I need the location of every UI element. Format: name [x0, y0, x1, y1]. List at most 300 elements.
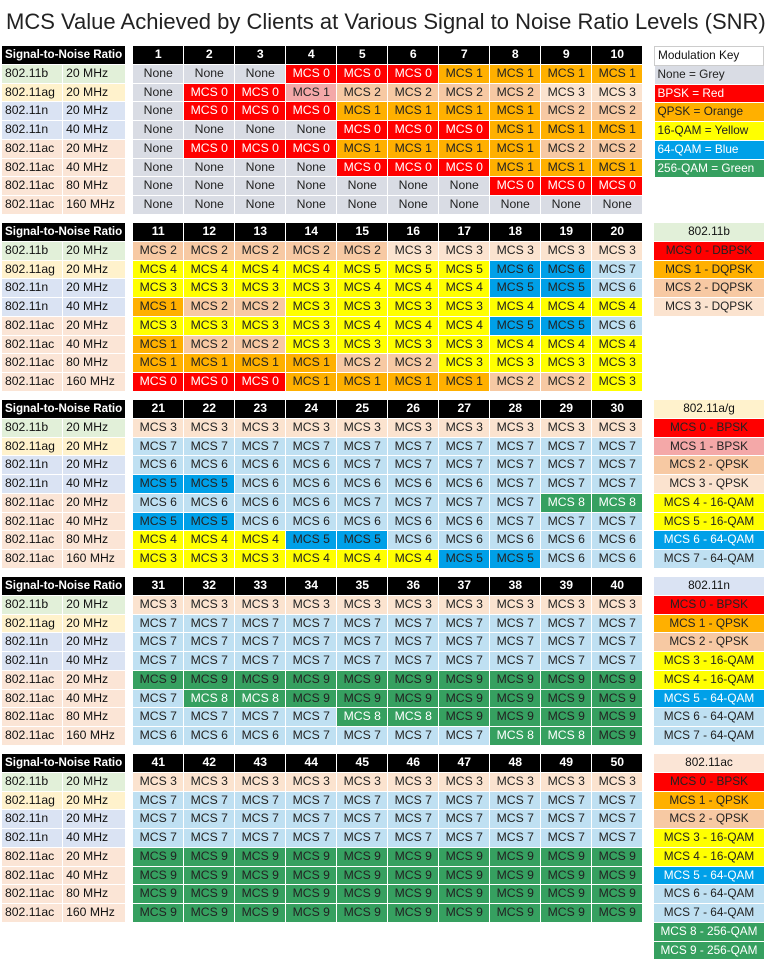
standard-label: 802.11ag: [2, 83, 63, 102]
mcs-cell: MCS 7: [286, 437, 337, 456]
mcs-cell: MCS 9: [541, 866, 592, 885]
table-row: [2, 829, 643, 848]
legend-entry: MCS 0 - BPSK: [654, 772, 764, 791]
snr-header-label: Signal-to-Noise Ratio: [2, 754, 126, 772]
mcs-cell: MCS 9: [541, 904, 592, 923]
mcs-cell: MCS 2: [337, 83, 388, 102]
standard-label: 802.11ag: [2, 260, 63, 279]
mcs-cell: MCS 2: [439, 83, 490, 102]
table-row: [2, 241, 643, 260]
mcs-cell: MCS 1: [388, 102, 439, 121]
mcs-cell: MCS 2: [184, 335, 235, 354]
mcs-cell: None: [133, 158, 184, 177]
legend-title: 802.11n: [654, 577, 764, 595]
standard-label: 802.11b: [2, 64, 63, 83]
mcs-cell: MCS 6: [286, 475, 337, 494]
mcs-cell: None: [133, 196, 184, 215]
table-row: [2, 652, 643, 671]
mcs-cell: MCS 6: [337, 512, 388, 531]
mcs-cell: MCS 7: [286, 614, 337, 633]
mcs-cell: MCS 1: [592, 158, 643, 177]
mcs-cell: MCS 3: [184, 316, 235, 335]
mcs-cell: None: [133, 121, 184, 140]
legend-title: Modulation Key: [655, 47, 764, 66]
column-gap: [126, 121, 133, 140]
mcs-cell: MCS 4: [184, 531, 235, 550]
table-row: [2, 512, 643, 531]
mcs-cell: MCS 0: [184, 102, 235, 121]
mcs-cell: MCS 0: [184, 373, 235, 392]
standard-label: 802.11n: [2, 121, 63, 140]
mcs-cell: MCS 7: [592, 791, 643, 810]
mcs-cell: MCS 3: [235, 418, 286, 437]
mcs-cell: MCS 9: [541, 670, 592, 689]
mcs-cell: MCS 2: [133, 241, 184, 260]
mcs-cell: MCS 2: [184, 241, 235, 260]
mcs-cell: MCS 7: [388, 633, 439, 652]
mcs-cell: MCS 8: [184, 689, 235, 708]
mcs-cell: MCS 7: [184, 791, 235, 810]
mcs-cell: MCS 2: [592, 139, 643, 158]
mcs-cell: MCS 7: [592, 652, 643, 671]
standard-label: 802.11ac: [2, 316, 63, 335]
mcs-cell: MCS 1: [541, 158, 592, 177]
snr-level: 3: [235, 46, 286, 64]
snr-level: 9: [541, 46, 592, 64]
mcs-cell: MCS 0: [133, 373, 184, 392]
mcs-cell: MCS 6: [235, 475, 286, 494]
mcs-cell: MCS 7: [235, 614, 286, 633]
mcs-cell: MCS 6: [235, 456, 286, 475]
bandwidth-label: 40 MHz: [63, 512, 126, 531]
standard-label: 802.11ac: [2, 727, 63, 746]
snr-level: 18: [490, 223, 541, 241]
column-gap: [126, 400, 133, 418]
mcs-cell: MCS 3: [439, 241, 490, 260]
mcs-cell: None: [439, 177, 490, 196]
mcs-cell: MCS 9: [439, 689, 490, 708]
table-row: [2, 670, 643, 689]
mcs-cell: MCS 4: [184, 260, 235, 279]
mcs-cell: MCS 4: [286, 260, 337, 279]
legend-entry: MCS 5 - 64-QAM: [654, 689, 764, 708]
column-gap: [126, 102, 133, 121]
legend-entry: MCS 4 - 16-QAM: [654, 847, 764, 866]
bandwidth-label: 20 MHz: [63, 633, 126, 652]
snr-level: 48: [490, 754, 541, 772]
mcs-cell: MCS 9: [592, 885, 643, 904]
table-row: [2, 260, 643, 279]
mcs-cell: MCS 0: [235, 373, 286, 392]
mcs-cell: MCS 1: [388, 139, 439, 158]
legend-entry: MCS 1 - QPSK: [654, 614, 764, 633]
mcs-cell: MCS 7: [286, 633, 337, 652]
snr-level: 46: [388, 754, 439, 772]
mcs-cell: MCS 6: [235, 727, 286, 746]
snr-table-3: [2, 400, 643, 569]
mcs-cell: MCS 3: [388, 298, 439, 317]
mcs-cell: MCS 7: [235, 652, 286, 671]
legend-entry: MCS 5 - 16-QAM: [654, 512, 764, 531]
mcs-cell: MCS 9: [286, 689, 337, 708]
mcs-cell: MCS 2: [388, 83, 439, 102]
snr-level: 37: [439, 577, 490, 595]
mcs-cell: MCS 7: [235, 437, 286, 456]
snr-level: 12: [184, 223, 235, 241]
column-gap: [126, 829, 133, 848]
snr-level: 30: [592, 400, 643, 418]
column-gap: [126, 904, 133, 923]
snr-level: 44: [286, 754, 337, 772]
standard-label: 802.11ac: [2, 158, 63, 177]
table-row: [2, 550, 643, 569]
mcs-cell: MCS 3: [235, 595, 286, 614]
snr-level: 13: [235, 223, 286, 241]
snr-header-label: Signal-to-Noise Ratio: [2, 223, 126, 241]
mcs-cell: MCS 3: [439, 772, 490, 791]
mcs-cell: MCS 0: [235, 139, 286, 158]
mcs-cell: MCS 7: [439, 829, 490, 848]
legend-entry: MCS 6 - 64-QAM: [654, 531, 764, 550]
mcs-cell: MCS 9: [388, 866, 439, 885]
mcs-cell: MCS 1: [439, 139, 490, 158]
snr-level: 36: [388, 577, 439, 595]
legend-entry: MCS 8 - 256-QAM: [654, 922, 764, 941]
column-gap: [126, 531, 133, 550]
mcs-cell: MCS 3: [439, 354, 490, 373]
mcs-cell: MCS 9: [592, 847, 643, 866]
mcs-cell: MCS 6: [439, 512, 490, 531]
mcs-cell: MCS 0: [286, 139, 337, 158]
mcs-cell: MCS 1: [592, 64, 643, 83]
mcs-cell: MCS 4: [388, 279, 439, 298]
mcs-cell: MCS 1: [286, 354, 337, 373]
mcs-cell: MCS 7: [592, 475, 643, 494]
column-gap: [126, 139, 133, 158]
mcs-cell: MCS 3: [592, 83, 643, 102]
standard-label: 802.11b: [2, 772, 63, 791]
table-row: [2, 727, 643, 746]
column-gap: [126, 418, 133, 437]
mcs-cell: MCS 4: [388, 550, 439, 569]
legend-5: [654, 754, 764, 960]
mcs-cell: MCS 9: [388, 885, 439, 904]
standard-label: 802.11ac: [2, 531, 63, 550]
mcs-cell: MCS 1: [184, 354, 235, 373]
mcs-cell: None: [133, 102, 184, 121]
bandwidth-label: 40 MHz: [63, 121, 126, 140]
mcs-cell: MCS 3: [490, 595, 541, 614]
mcs-cell: MCS 6: [592, 316, 643, 335]
table-row: [2, 102, 643, 121]
standard-label: 802.11ac: [2, 196, 63, 215]
legend-2: [654, 223, 764, 317]
mcs-cell: MCS 1: [235, 354, 286, 373]
mcs-cell: MCS 5: [541, 279, 592, 298]
mcs-cell: MCS 7: [439, 727, 490, 746]
bandwidth-label: 20 MHz: [63, 791, 126, 810]
mcs-cell: MCS 3: [133, 550, 184, 569]
mcs-cell: None: [541, 196, 592, 215]
mcs-cell: MCS 9: [592, 727, 643, 746]
snr-level: 14: [286, 223, 337, 241]
mcs-cell: MCS 4: [490, 335, 541, 354]
snr-level: 11: [133, 223, 184, 241]
snr-level: 29: [541, 400, 592, 418]
mcs-cell: MCS 2: [286, 241, 337, 260]
bandwidth-label: 40 MHz: [63, 689, 126, 708]
legend-entry: MCS 2 - DQPSK: [654, 279, 764, 298]
legend-entry: MCS 4 - 16-QAM: [654, 493, 764, 512]
snr-level: 49: [541, 754, 592, 772]
snr-table-4: [2, 577, 643, 746]
mcs-cell: MCS 9: [439, 904, 490, 923]
mcs-cell: MCS 6: [388, 531, 439, 550]
mcs-cell: MCS 9: [235, 670, 286, 689]
mcs-cell: MCS 7: [490, 437, 541, 456]
mcs-cell: MCS 8: [388, 708, 439, 727]
table-row: [2, 279, 643, 298]
snr-level: 40: [592, 577, 643, 595]
mcs-cell: None: [133, 83, 184, 102]
standard-label: 802.11ac: [2, 550, 63, 569]
bandwidth-label: 40 MHz: [63, 158, 126, 177]
legend-entry: MCS 1 - DQPSK: [654, 260, 764, 279]
mcs-cell: MCS 9: [337, 670, 388, 689]
mcs-cell: MCS 9: [388, 689, 439, 708]
column-gap: [126, 885, 133, 904]
mcs-cell: MCS 7: [490, 633, 541, 652]
mcs-cell: MCS 9: [184, 866, 235, 885]
mcs-cell: MCS 7: [490, 810, 541, 829]
snr-header-label: Signal-to-Noise Ratio: [2, 577, 126, 595]
mcs-cell: MCS 3: [184, 418, 235, 437]
mcs-cell: MCS 5: [439, 550, 490, 569]
mcs-cell: MCS 7: [439, 493, 490, 512]
mcs-cell: MCS 0: [439, 121, 490, 140]
mcs-cell: MCS 9: [133, 847, 184, 866]
mcs-cell: MCS 9: [490, 670, 541, 689]
mcs-cell: MCS 9: [388, 670, 439, 689]
table-row: [2, 614, 643, 633]
mcs-cell: MCS 1: [133, 335, 184, 354]
snr-level: 23: [235, 400, 286, 418]
standard-label: 802.11ac: [2, 689, 63, 708]
mcs-cell: MCS 2: [490, 373, 541, 392]
mcs-cell: MCS 3: [133, 595, 184, 614]
mcs-cell: MCS 1: [592, 121, 643, 140]
snr-level: 33: [235, 577, 286, 595]
table-row: [2, 158, 643, 177]
mcs-cell: None: [490, 196, 541, 215]
mcs-cell: MCS 5: [490, 550, 541, 569]
mcs-cell: MCS 7: [337, 791, 388, 810]
standard-label: 802.11n: [2, 829, 63, 848]
mcs-cell: MCS 5: [133, 475, 184, 494]
legend-entry: 256-QAM = Green: [655, 159, 764, 178]
snr-level: 27: [439, 400, 490, 418]
mcs-cell: MCS 6: [541, 260, 592, 279]
snr-level: 21: [133, 400, 184, 418]
mcs-cell: MCS 7: [184, 437, 235, 456]
mcs-cell: MCS 9: [133, 670, 184, 689]
mcs-cell: MCS 7: [184, 708, 235, 727]
mcs-cell: MCS 5: [541, 316, 592, 335]
table-row: [2, 531, 643, 550]
mcs-cell: None: [286, 196, 337, 215]
mcs-cell: MCS 7: [286, 652, 337, 671]
mcs-cell: None: [184, 158, 235, 177]
mcs-cell: MCS 5: [337, 260, 388, 279]
mcs-cell: MCS 4: [490, 298, 541, 317]
mcs-cell: MCS 3: [592, 772, 643, 791]
column-gap: [126, 670, 133, 689]
mcs-cell: MCS 9: [184, 885, 235, 904]
column-gap: [126, 373, 133, 392]
mcs-cell: MCS 2: [541, 373, 592, 392]
table-row: [2, 354, 643, 373]
mcs-cell: MCS 4: [133, 531, 184, 550]
mcs-cell: MCS 7: [184, 652, 235, 671]
column-gap: [126, 550, 133, 569]
mcs-cell: MCS 9: [490, 885, 541, 904]
mcs-cell: MCS 9: [541, 708, 592, 727]
mcs-cell: MCS 3: [541, 241, 592, 260]
mcs-cell: MCS 4: [439, 316, 490, 335]
mcs-cell: MCS 9: [286, 885, 337, 904]
standard-label: 802.11ac: [2, 512, 63, 531]
mcs-cell: MCS 2: [541, 102, 592, 121]
standard-label: 802.11b: [2, 418, 63, 437]
standard-label: 802.11ac: [2, 670, 63, 689]
mcs-cell: MCS 3: [439, 418, 490, 437]
mcs-cell: MCS 3: [286, 335, 337, 354]
mcs-cell: MCS 1: [133, 298, 184, 317]
mcs-cell: MCS 3: [235, 279, 286, 298]
standard-label: 802.11ag: [2, 614, 63, 633]
column-gap: [126, 493, 133, 512]
table-row: [2, 177, 643, 196]
snr-level: 17: [439, 223, 490, 241]
table-row: [2, 196, 643, 215]
mcs-cell: MCS 4: [541, 298, 592, 317]
mcs-cell: MCS 1: [133, 354, 184, 373]
standard-label: 802.11ac: [2, 904, 63, 923]
snr-level: 1: [133, 46, 184, 64]
mcs-cell: MCS 9: [235, 847, 286, 866]
column-gap: [126, 46, 133, 64]
table-row: [2, 373, 643, 392]
mcs-cell: MCS 6: [337, 475, 388, 494]
mcs-cell: MCS 1: [337, 373, 388, 392]
bandwidth-label: 160 MHz: [63, 727, 126, 746]
mcs-cell: MCS 6: [286, 456, 337, 475]
mcs-cell: MCS 3: [388, 241, 439, 260]
standard-label: 802.11n: [2, 633, 63, 652]
table-row: [2, 456, 643, 475]
mcs-cell: MCS 6: [592, 531, 643, 550]
snr-level: 8: [490, 46, 541, 64]
bandwidth-label: 20 MHz: [63, 260, 126, 279]
mcs-cell: MCS 3: [592, 418, 643, 437]
table-row: [2, 689, 643, 708]
bandwidth-label: 20 MHz: [63, 810, 126, 829]
mcs-cell: MCS 0: [541, 177, 592, 196]
mcs-cell: MCS 7: [337, 456, 388, 475]
mcs-cell: MCS 3: [235, 772, 286, 791]
mcs-cell: None: [235, 64, 286, 83]
mcs-cell: None: [388, 196, 439, 215]
snr-header-row: [2, 754, 643, 772]
bandwidth-label: 160 MHz: [63, 373, 126, 392]
mcs-cell: MCS 7: [133, 791, 184, 810]
snr-level: 2: [184, 46, 235, 64]
standard-label: 802.11ac: [2, 177, 63, 196]
table-row: [2, 866, 643, 885]
bandwidth-label: 20 MHz: [63, 102, 126, 121]
mcs-cell: MCS 3: [541, 418, 592, 437]
legend-entry: QPSK = Orange: [655, 103, 764, 122]
mcs-cell: MCS 1: [337, 139, 388, 158]
mcs-cell: MCS 0: [388, 121, 439, 140]
bandwidth-label: 20 MHz: [63, 64, 126, 83]
mcs-cell: MCS 7: [592, 260, 643, 279]
mcs-cell: MCS 9: [286, 670, 337, 689]
mcs-cell: MCS 7: [592, 437, 643, 456]
mcs-cell: None: [184, 177, 235, 196]
mcs-cell: MCS 7: [439, 456, 490, 475]
mcs-cell: MCS 9: [541, 885, 592, 904]
mcs-cell: MCS 0: [439, 158, 490, 177]
mcs-cell: MCS 9: [337, 847, 388, 866]
mcs-cell: MCS 3: [337, 418, 388, 437]
snr-level: 50: [592, 754, 643, 772]
mcs-cell: MCS 3: [388, 772, 439, 791]
legend-entry: MCS 0 - BPSK: [654, 418, 764, 437]
mcs-cell: MCS 3: [133, 316, 184, 335]
table-row: [2, 772, 643, 791]
mcs-cell: MCS 7: [592, 614, 643, 633]
legend-entry: MCS 3 - 16-QAM: [654, 829, 764, 848]
mcs-cell: MCS 8: [490, 727, 541, 746]
mcs-cell: MCS 7: [337, 829, 388, 848]
snr-level: 15: [337, 223, 388, 241]
mcs-cell: MCS 9: [388, 847, 439, 866]
mcs-cell: MCS 6: [235, 493, 286, 512]
mcs-cell: MCS 7: [388, 456, 439, 475]
legend-entry: MCS 4 - 16-QAM: [654, 670, 764, 689]
mcs-cell: MCS 4: [133, 260, 184, 279]
column-gap: [126, 633, 133, 652]
column-gap: [126, 335, 133, 354]
standard-label: 802.11ag: [2, 437, 63, 456]
mcs-cell: MCS 1: [541, 64, 592, 83]
snr-table-5: [2, 754, 643, 923]
mcs-cell: MCS 7: [133, 633, 184, 652]
mcs-cell: MCS 7: [592, 810, 643, 829]
mcs-cell: MCS 3: [184, 279, 235, 298]
bandwidth-label: 20 MHz: [63, 670, 126, 689]
mcs-cell: MCS 7: [541, 829, 592, 848]
standard-label: 802.11n: [2, 810, 63, 829]
snr-level: 39: [541, 577, 592, 595]
table-row: [2, 316, 643, 335]
mcs-cell: MCS 3: [541, 595, 592, 614]
mcs-cell: MCS 9: [439, 866, 490, 885]
standard-label: 802.11n: [2, 652, 63, 671]
column-gap: [126, 754, 133, 772]
mcs-cell: MCS 0: [388, 158, 439, 177]
